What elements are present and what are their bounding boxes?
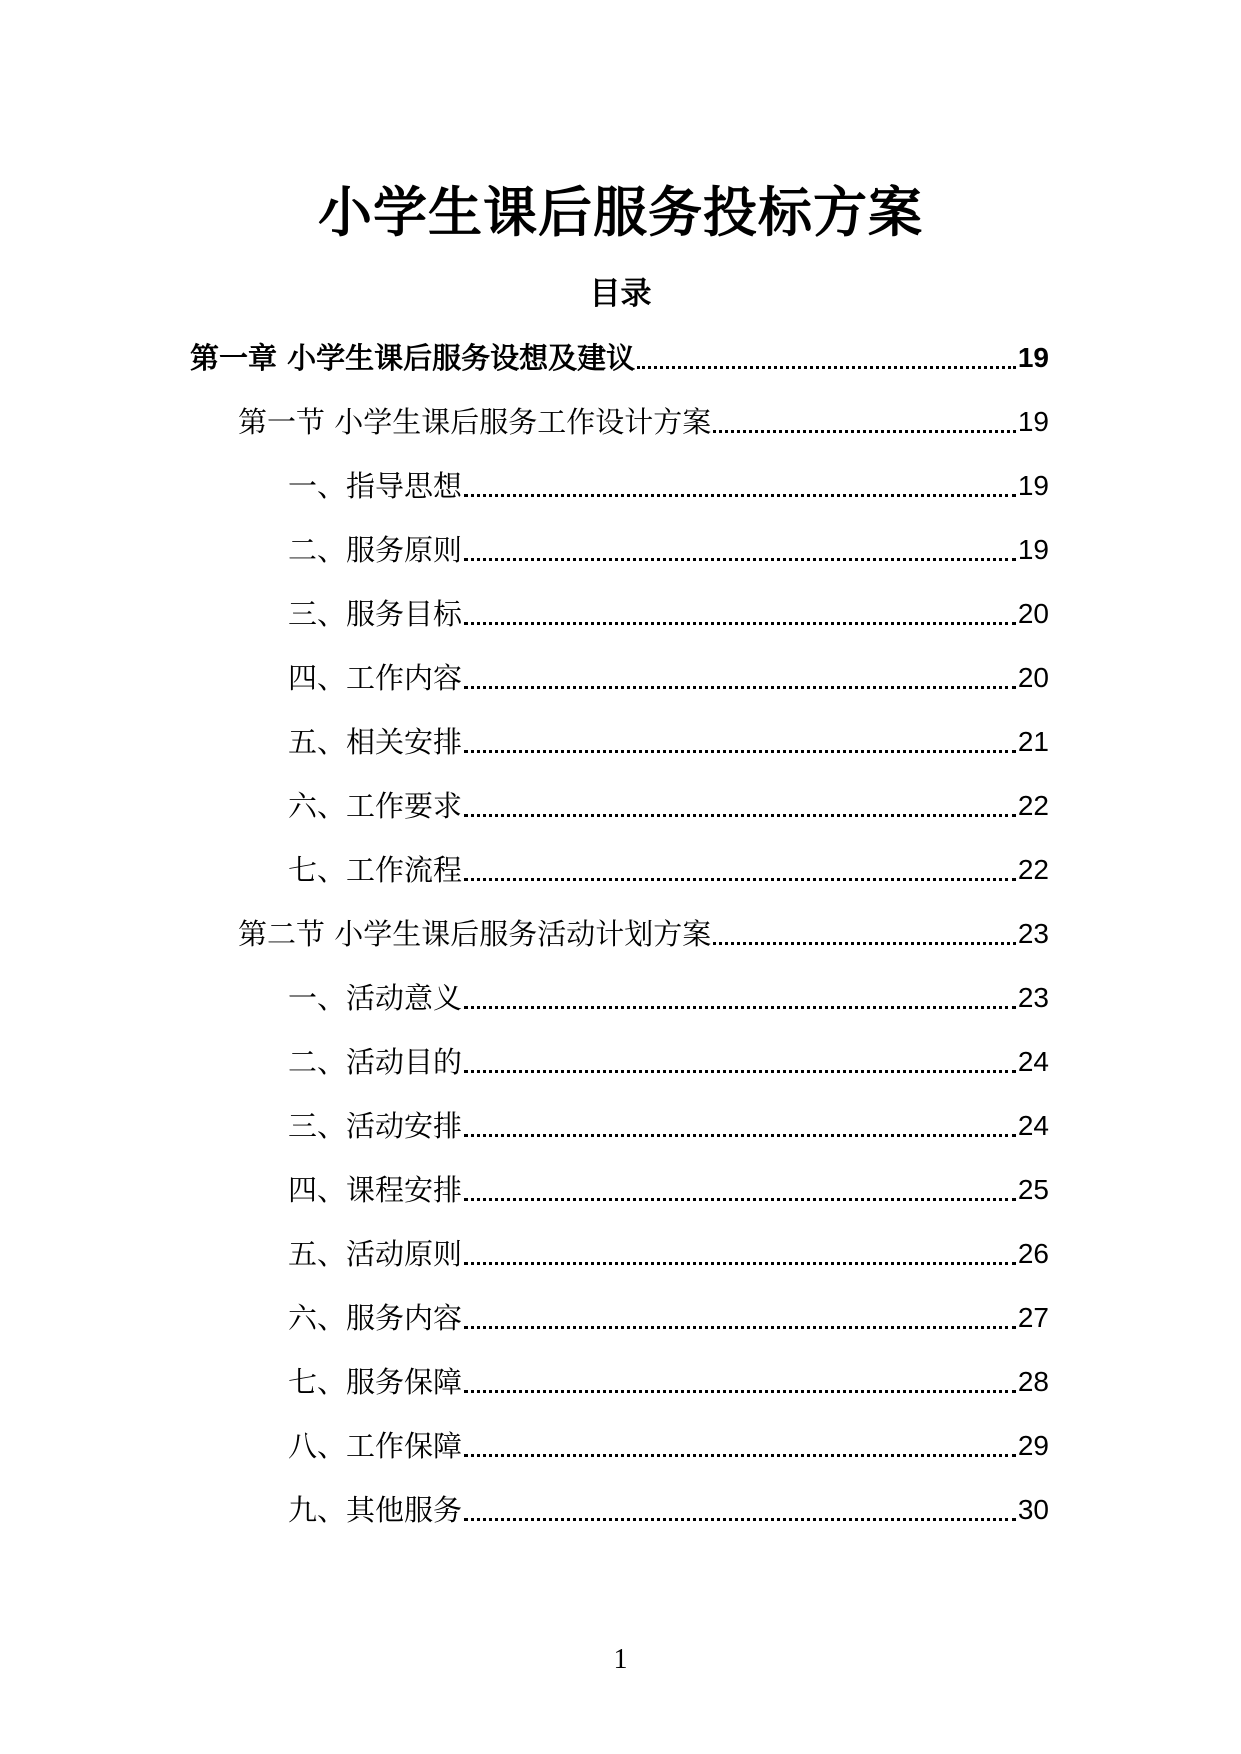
toc-entry-page: 20 <box>1017 598 1049 629</box>
toc-entry-label: 六、服务内容 <box>288 1301 463 1335</box>
toc-entry-item[interactable] <box>288 592 1049 636</box>
toc-entry-page: 30 <box>1017 1494 1049 1525</box>
toc-entry-item[interactable] <box>288 1168 1049 1212</box>
toc-entry-item[interactable] <box>288 464 1049 508</box>
toc-dot-leader <box>464 848 1016 892</box>
toc-entry-section-1[interactable] <box>238 400 1049 444</box>
toc-entry-page: 19 <box>1017 470 1049 501</box>
toc-dot-leader <box>464 784 1016 828</box>
toc-entry-label: 五、活动原则 <box>288 1237 463 1271</box>
toc-heading: 目录 <box>589 276 652 312</box>
toc-entry-item[interactable] <box>288 528 1049 572</box>
toc-entry-label: 第二节 小学生课后服务活动计划方案 <box>238 917 712 951</box>
toc-dot-leader <box>464 1104 1016 1148</box>
toc-dot-leader <box>464 1232 1016 1276</box>
toc-entry-item[interactable] <box>288 720 1049 764</box>
toc-entry-page: 23 <box>1017 982 1049 1013</box>
toc-entry-label: 七、工作流程 <box>288 853 463 887</box>
page-number: 1 <box>613 1644 628 1675</box>
toc-entry-page: 23 <box>1017 918 1049 949</box>
toc-dot-leader <box>464 720 1016 764</box>
toc-entry-page: 24 <box>1017 1110 1049 1141</box>
toc-dot-leader <box>464 1488 1016 1532</box>
toc-dot-leader <box>464 464 1016 508</box>
toc-dot-leader <box>464 1296 1016 1340</box>
toc-entry-page: 21 <box>1017 726 1049 757</box>
toc-entry-item[interactable] <box>288 1488 1049 1532</box>
toc-entry-page: 28 <box>1017 1366 1049 1397</box>
toc-dot-leader <box>464 1040 1016 1084</box>
toc-dot-leader <box>464 592 1016 636</box>
toc-entry-page: 29 <box>1017 1430 1049 1461</box>
toc-entry-page: 19 <box>1017 342 1049 373</box>
toc-entry-label: 九、其他服务 <box>288 1493 463 1527</box>
toc-dot-leader <box>464 976 1016 1020</box>
toc-entry-label: 一、指导思想 <box>288 469 463 503</box>
toc-entry-label: 六、工作要求 <box>288 789 463 823</box>
toc-entry-page: 26 <box>1017 1238 1049 1269</box>
toc-dot-leader <box>713 912 1016 956</box>
toc-dot-leader <box>464 1360 1016 1404</box>
toc-entry-label: 五、相关安排 <box>288 725 463 759</box>
toc-entry-page: 27 <box>1017 1302 1049 1333</box>
toc-entry-page: 20 <box>1017 662 1049 693</box>
toc-entry-item[interactable] <box>288 656 1049 700</box>
toc-entry-page: 22 <box>1017 790 1049 821</box>
toc-entry-item[interactable] <box>288 1104 1049 1148</box>
toc-entry-page: 24 <box>1017 1046 1049 1077</box>
toc-entry-item[interactable] <box>288 1040 1049 1084</box>
toc-dot-leader <box>713 400 1016 444</box>
toc-entry-item[interactable] <box>288 784 1049 828</box>
toc-dot-leader <box>464 1424 1016 1468</box>
toc-entry-label: 三、服务目标 <box>288 597 463 631</box>
toc-entry-item[interactable] <box>288 1296 1049 1340</box>
toc-entry-item[interactable] <box>288 1232 1049 1276</box>
toc-entry-label: 四、工作内容 <box>288 661 463 695</box>
toc-entry-item[interactable] <box>288 1424 1049 1468</box>
toc-entry-page: 19 <box>1017 534 1049 565</box>
toc-entry-label: 三、活动安排 <box>288 1109 463 1143</box>
toc-entry-page: 25 <box>1017 1174 1049 1205</box>
toc-dot-leader <box>464 1168 1016 1212</box>
toc-entry-label: 八、工作保障 <box>288 1429 463 1463</box>
toc-entry-chapter-1[interactable] <box>190 336 1049 380</box>
toc-entry-label: 一、活动意义 <box>288 981 463 1015</box>
document-title: 小学生课后服务投标方案 <box>318 181 923 244</box>
toc-entry-label: 二、服务原则 <box>288 533 463 567</box>
toc-entry-label: 第一章 小学生课后服务设想及建议 <box>190 341 636 375</box>
toc-dot-leader <box>464 656 1016 700</box>
toc-entry-label: 二、活动目的 <box>288 1045 463 1079</box>
toc-entry-page: 19 <box>1017 406 1049 437</box>
toc-entry-label: 七、服务保障 <box>288 1365 463 1399</box>
toc-entry-item[interactable] <box>288 976 1049 1020</box>
toc-entry-page: 22 <box>1017 854 1049 885</box>
toc-dot-leader <box>637 336 1016 380</box>
toc-entry-label: 四、课程安排 <box>288 1173 463 1207</box>
toc-entry-section-2[interactable] <box>238 912 1049 956</box>
toc-entry-item[interactable] <box>288 848 1049 892</box>
toc-dot-leader <box>464 528 1016 572</box>
toc-entry-label: 第一节 小学生课后服务工作设计方案 <box>238 405 712 439</box>
toc-entry-item[interactable] <box>288 1360 1049 1404</box>
